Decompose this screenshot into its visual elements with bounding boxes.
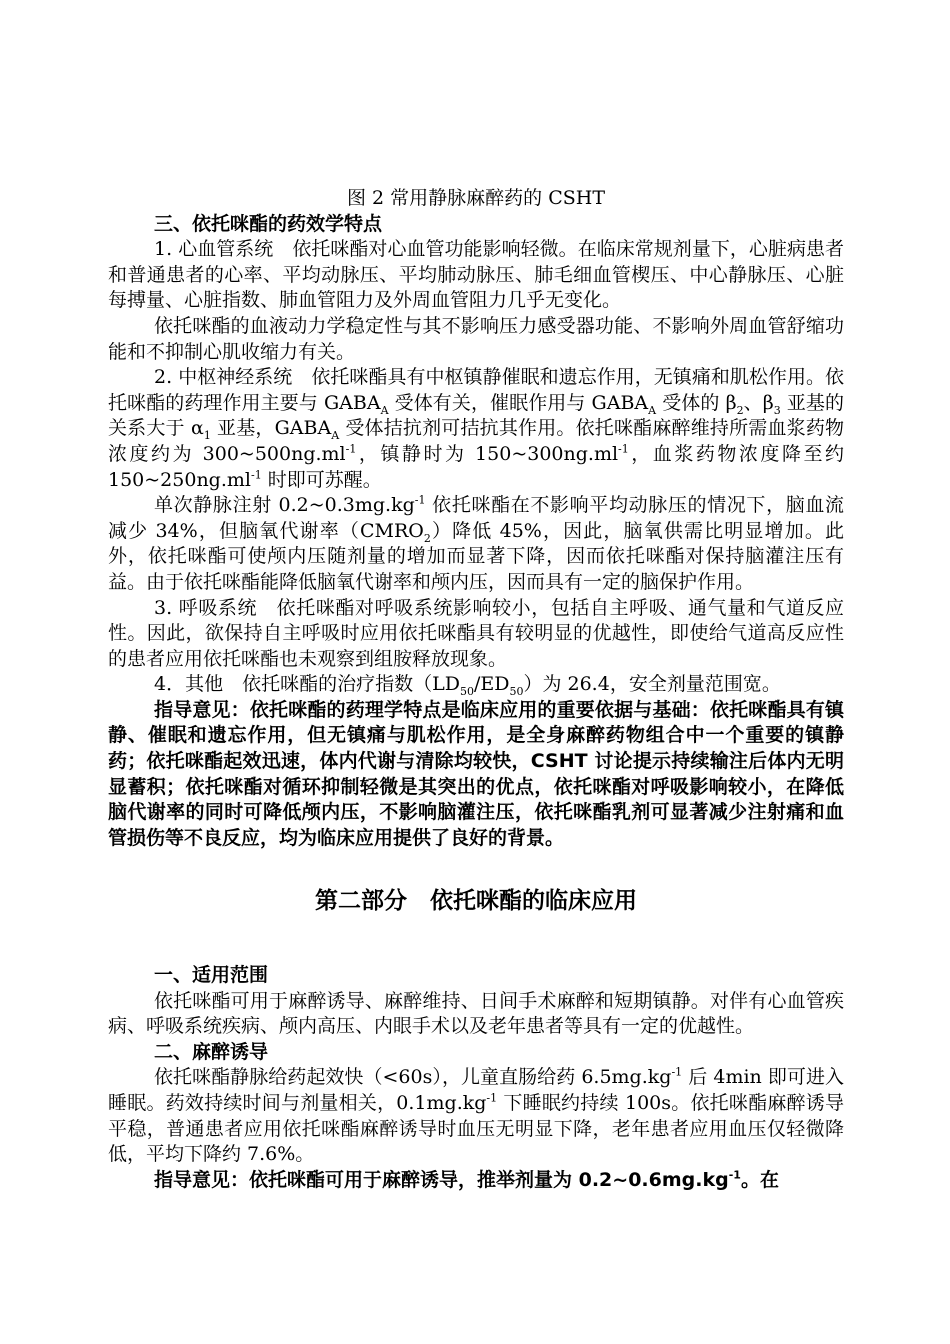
- paragraph-scope: 依托咪酯可用于麻醉诱导、麻醉维持、日间手术麻醉和短期镇静。对伴有心血管疾病、呼吸系统疾病、颅内高压、内眼手术以及老年患者等具有一定的优越性。: [108, 989, 844, 1038]
- section-heading-scope: 一、适用范围: [154, 964, 269, 987]
- paragraph-respiratory: 3. 呼吸系统 依托咪酯对呼吸系统影响较小，包括自主呼吸、通气量和气道反应性。因此，欲保持自主呼吸时应用依托咪酯具有较明显的优越性，即使给气道高反应性的患者应用依托咪酯也未观察到组胺释放现象。: [108, 596, 844, 670]
- paragraph-hemodynamic-stability: 依托咪酯的血液动力学稳定性与其不影响压力感受器功能、不影响外周血管舒缩功能和不抑制心肌收缩力有关。: [108, 314, 844, 363]
- section-heading-pharmacodynamics: 三、依托咪酯的药效学特点: [154, 212, 383, 235]
- figure-caption: 图 2 常用静脉麻醉药的 CSHT: [346, 187, 605, 209]
- guidance-paragraph-pharmacology: 指导意见：依托咪酯的药理学特点是临床应用的重要依据与基础：依托咪酯具有镇静、催眠和遗忘作用，但无镇痛与肌松作用，是全身麻醉药物组合中一个重要的镇静药；依托咪酯起效迅速，体内代谢与清除均较快，CSHT 讨论提示持续输注后体内无明显蓄积；依托咪酯对循环抑制轻微是其突出的优点，依托咪酯对呼吸影响较小，在降低脑代谢率的同时可降低颅内压，不影响脑灌注压，依托咪酯乳剂可显著减少注射痛和血管损伤等不良反应，均为临床应用提供了良好的背景。: [108, 698, 844, 849]
- section-heading-induction: 二、麻醉诱导: [154, 1040, 269, 1063]
- part-two-title: 第二部分 依托咪酯的临床应用: [315, 888, 637, 915]
- guidance-paragraph-induction: 指导意见：依托咪酯可用于麻醉诱导，推举剂量为 $0.2\sim 0.6mg.kg^{-1}$。在: [154, 1168, 779, 1191]
- paragraph-cardiovascular: 1. 心血管系统 依托咪酯对心血管功能影响轻微。在临床常规剂量下，心脏病患者和普通患者的心率、平均动脉压、平均肺动脉压、肺毛细血管楔压、中心静脉压、心脏每搏量、心脏指数、肺血管阻力及外周血管阻力几乎无变化。: [108, 238, 844, 312]
- paragraph-induction: 依托咪酯静脉给药起效快（<60s），儿童直肠给药 $6.5mg.kg^{-1}$ 后 4min 即可进入睡眠。药效持续时间与剂量相关，$0.1mg.kg^{-1}$ 下睡眠约持续 100s。依托咪酯麻醉诱导平稳，普通患者应用依托咪酯麻醉诱导时血压无明显下降，老年患者应用血压仅轻微降低，平均下降约 7.6%。: [108, 1066, 844, 1166]
- paragraph-cns: 2. 中枢神经系统 依托咪酯具有中枢镇静催眠和遗忘作用，无镇痛和肌松作用。依托咪酯的药理作用主要与 $GABA_A$ 受体有关，催眠作用与 $GABA_A$ 受体的 $\beta_2$、$\beta_3$ 亚基的关系大于 $\alpha_1$ 亚基，$GABA_A$ 受体拮抗剂可拮抗其作用。依托咪酯麻醉维持所需血浆药物浓度约为 $300\sim 500ng.ml^{-1}$，镇静时为 $150\sim 300ng.ml^{-1}$，血浆药物浓度降至约 $150\sim 250ng.ml^{-1}$ 时即可苏醒。: [108, 366, 845, 491]
- paragraph-cerebral: 单次静脉注射 $0.2\sim 0.3mg.kg^{-1}$ 依托咪酯在不影响平均动脉压的情况下，脑血流减少 34%，但脑氧代谢率$(CMRO_2)$降低 45%，因此，脑氧供需比明显增加。此外，依托咪酯可使颅内压随剂量的增加而显著下降，因而依托咪酯对保持脑灌注压有益。由于依托咪酯能降低脑氧代谢率和颅内压，因而具有一定的脑保护作用。: [108, 493, 844, 593]
- document-page: [108, 186, 844, 1193]
- paragraph-other: 4．其他 依托咪酯的治疗指数$(LD_{50}/ED_{50})$为 26.4，安全剂量范围宽。: [154, 673, 781, 699]
